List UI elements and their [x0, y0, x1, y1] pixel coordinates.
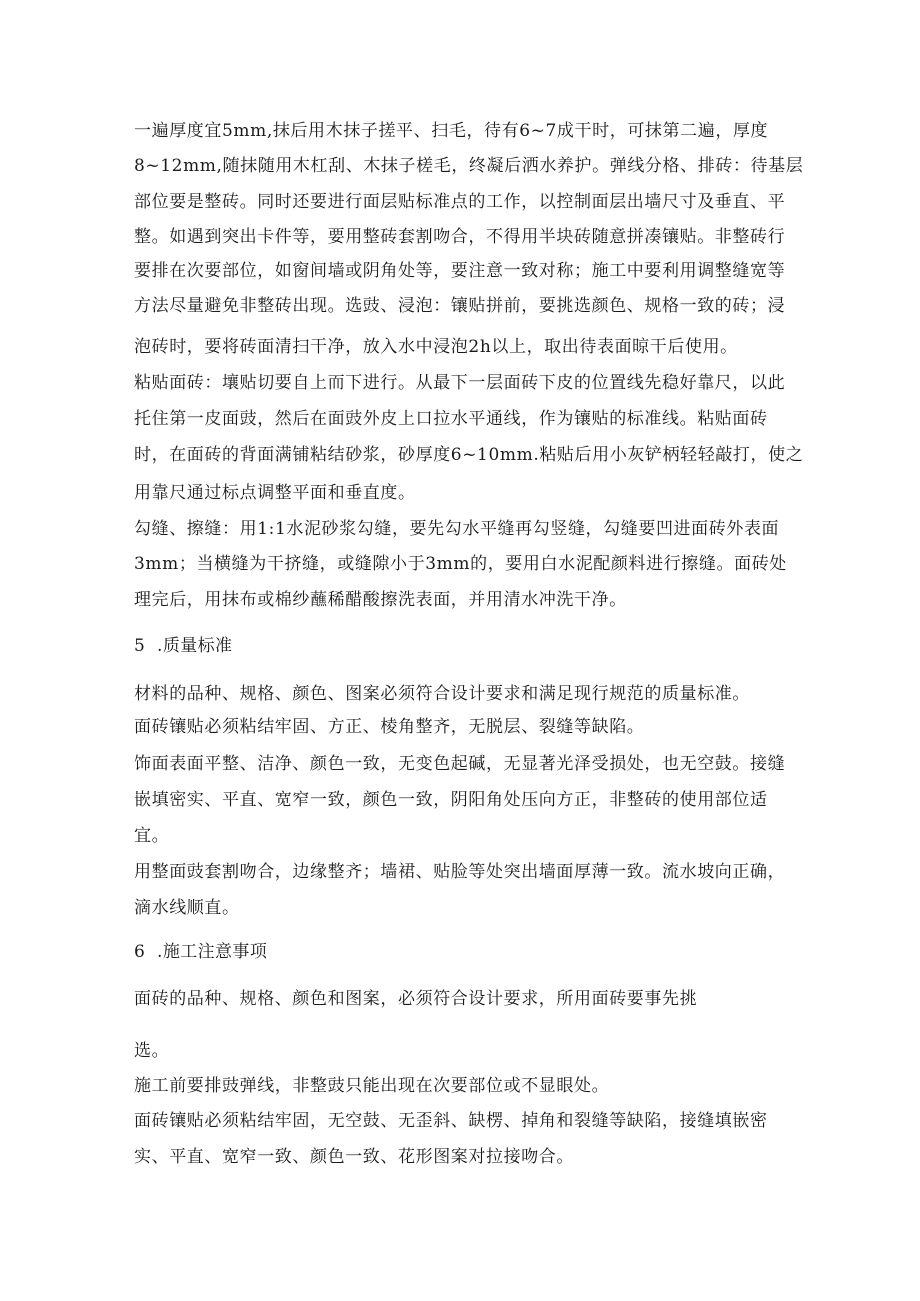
section-number: 5 [134, 636, 146, 656]
text-line: 勾缝、擦缝：用1:1水泥砂浆勾缝，要先勾水平缝再勾竖缝，勾缝要凹进面砖外表面 [134, 519, 780, 539]
text-line: 饰面表面平整、洁净、颜色一致，无变色起碱，无显著光泽受损处，也无空鼓。接缝 [134, 754, 786, 774]
text-line: 面砖镶贴必须粘结牢固，无空鼓、无歪斜、缺楞、掉角和裂缝等缺陷，接缝填嵌密 [134, 1111, 768, 1131]
text-line: 面砖的品种、规格、颜色和图案，必须符合设计要求，所用面砖要事先挑 [134, 989, 698, 1009]
text-line: 托住第一皮面豉，然后在面豉外皮上口拉水平通线，作为镶贴的标准线。粘贴面砖 [134, 409, 768, 429]
text-line: 整。如遇到突出卡件等，要用整砖套割吻合，不得用半块砖随意拼凑镶贴。非整砖行 [134, 227, 786, 247]
text-line: 泡砖时，要将砖面清扫干净，放入水中浸泡2h以上，取出待表面晾干后使用。 [134, 337, 738, 357]
text-line: 时，在面砖的背面满铺粘结砂浆，砂厚度6~10mm.粘贴后用小灰铲柄轻轻敲打，使之 [134, 445, 804, 465]
text-line: 滴水线顺直。 [134, 898, 240, 918]
text-line: 用靠尺通过标点调整平面和垂直度。 [134, 483, 416, 503]
text-line: 粘贴面砖：壤贴切要自上而下进行。从最下一层面砖下皮的位置线先稳好靠尺，以此 [134, 373, 786, 393]
text-line: 面砖镶贴必须粘结牢固、方正、棱角整齐，无脱层、裂缝等缺陷。 [134, 717, 645, 737]
text-line: 8~12mm,随抹随用木杠刮、木抹子槎毛，终凝后洒水养护。弹线分格、排砖：待基层 [134, 156, 804, 176]
text-line: 宜。 [134, 826, 170, 846]
text-line: 一遍厚度宜5mm,抹后用木抹子搓平、扫毛，待有6~7成干时，可抹第二遍，厚度 [134, 121, 769, 141]
text-line: 用整面豉套割吻合，边缘整齐；墙裙、贴脸等处突出墙面厚薄一致。流水坡向正确， [134, 862, 786, 882]
text-line: 嵌填密实、平直、宽窄一致，颜色一致，阴阳角处压向方正，非整砖的使用部位适 [134, 790, 768, 810]
section-title: .质量标准 [157, 636, 233, 656]
section-number: 6 [134, 942, 146, 962]
text-line: 要排在次要部位，如窗间墙或阴角处等，要注意一致对称；施工中要利用调整缝宽等 [134, 261, 786, 281]
section-heading-5 [134, 635, 232, 657]
text-line: 材料的品种、规格、颜色、图案必须符合设计要求和满足现行规范的质量标准。 [134, 684, 750, 704]
text-line: 施工前要排豉弹线，非整豉只能出现在次要部位或不显眼处。 [134, 1076, 610, 1096]
text-line: 方法尽量避免非整砖出现。选豉、浸泡：镶贴拼前，要挑选颜色、规格一致的砖；浸 [134, 296, 786, 316]
text-line: 实、平直、宽窄一致、颜色一致、花形图案对拉接吻合。 [134, 1147, 574, 1167]
text-line: 部位要是整砖。同时还要进行面层贴标准点的工作，以控制面层出墙尺寸及垂直、平 [134, 192, 786, 212]
text-line: 理完后，用抹布或棉纱蘸稀醋酸擦洗表面，并用清水冲洗干净。 [134, 590, 627, 610]
text-line: 3mm；当横缝为干挤缝，或缝隙小于3mm的，要用白水泥配颜料进行擦缝。面砖处 [134, 554, 787, 574]
section-title: .施工注意事项 [157, 942, 268, 962]
text-line: 选。 [134, 1041, 170, 1061]
section-heading-6 [134, 941, 267, 963]
